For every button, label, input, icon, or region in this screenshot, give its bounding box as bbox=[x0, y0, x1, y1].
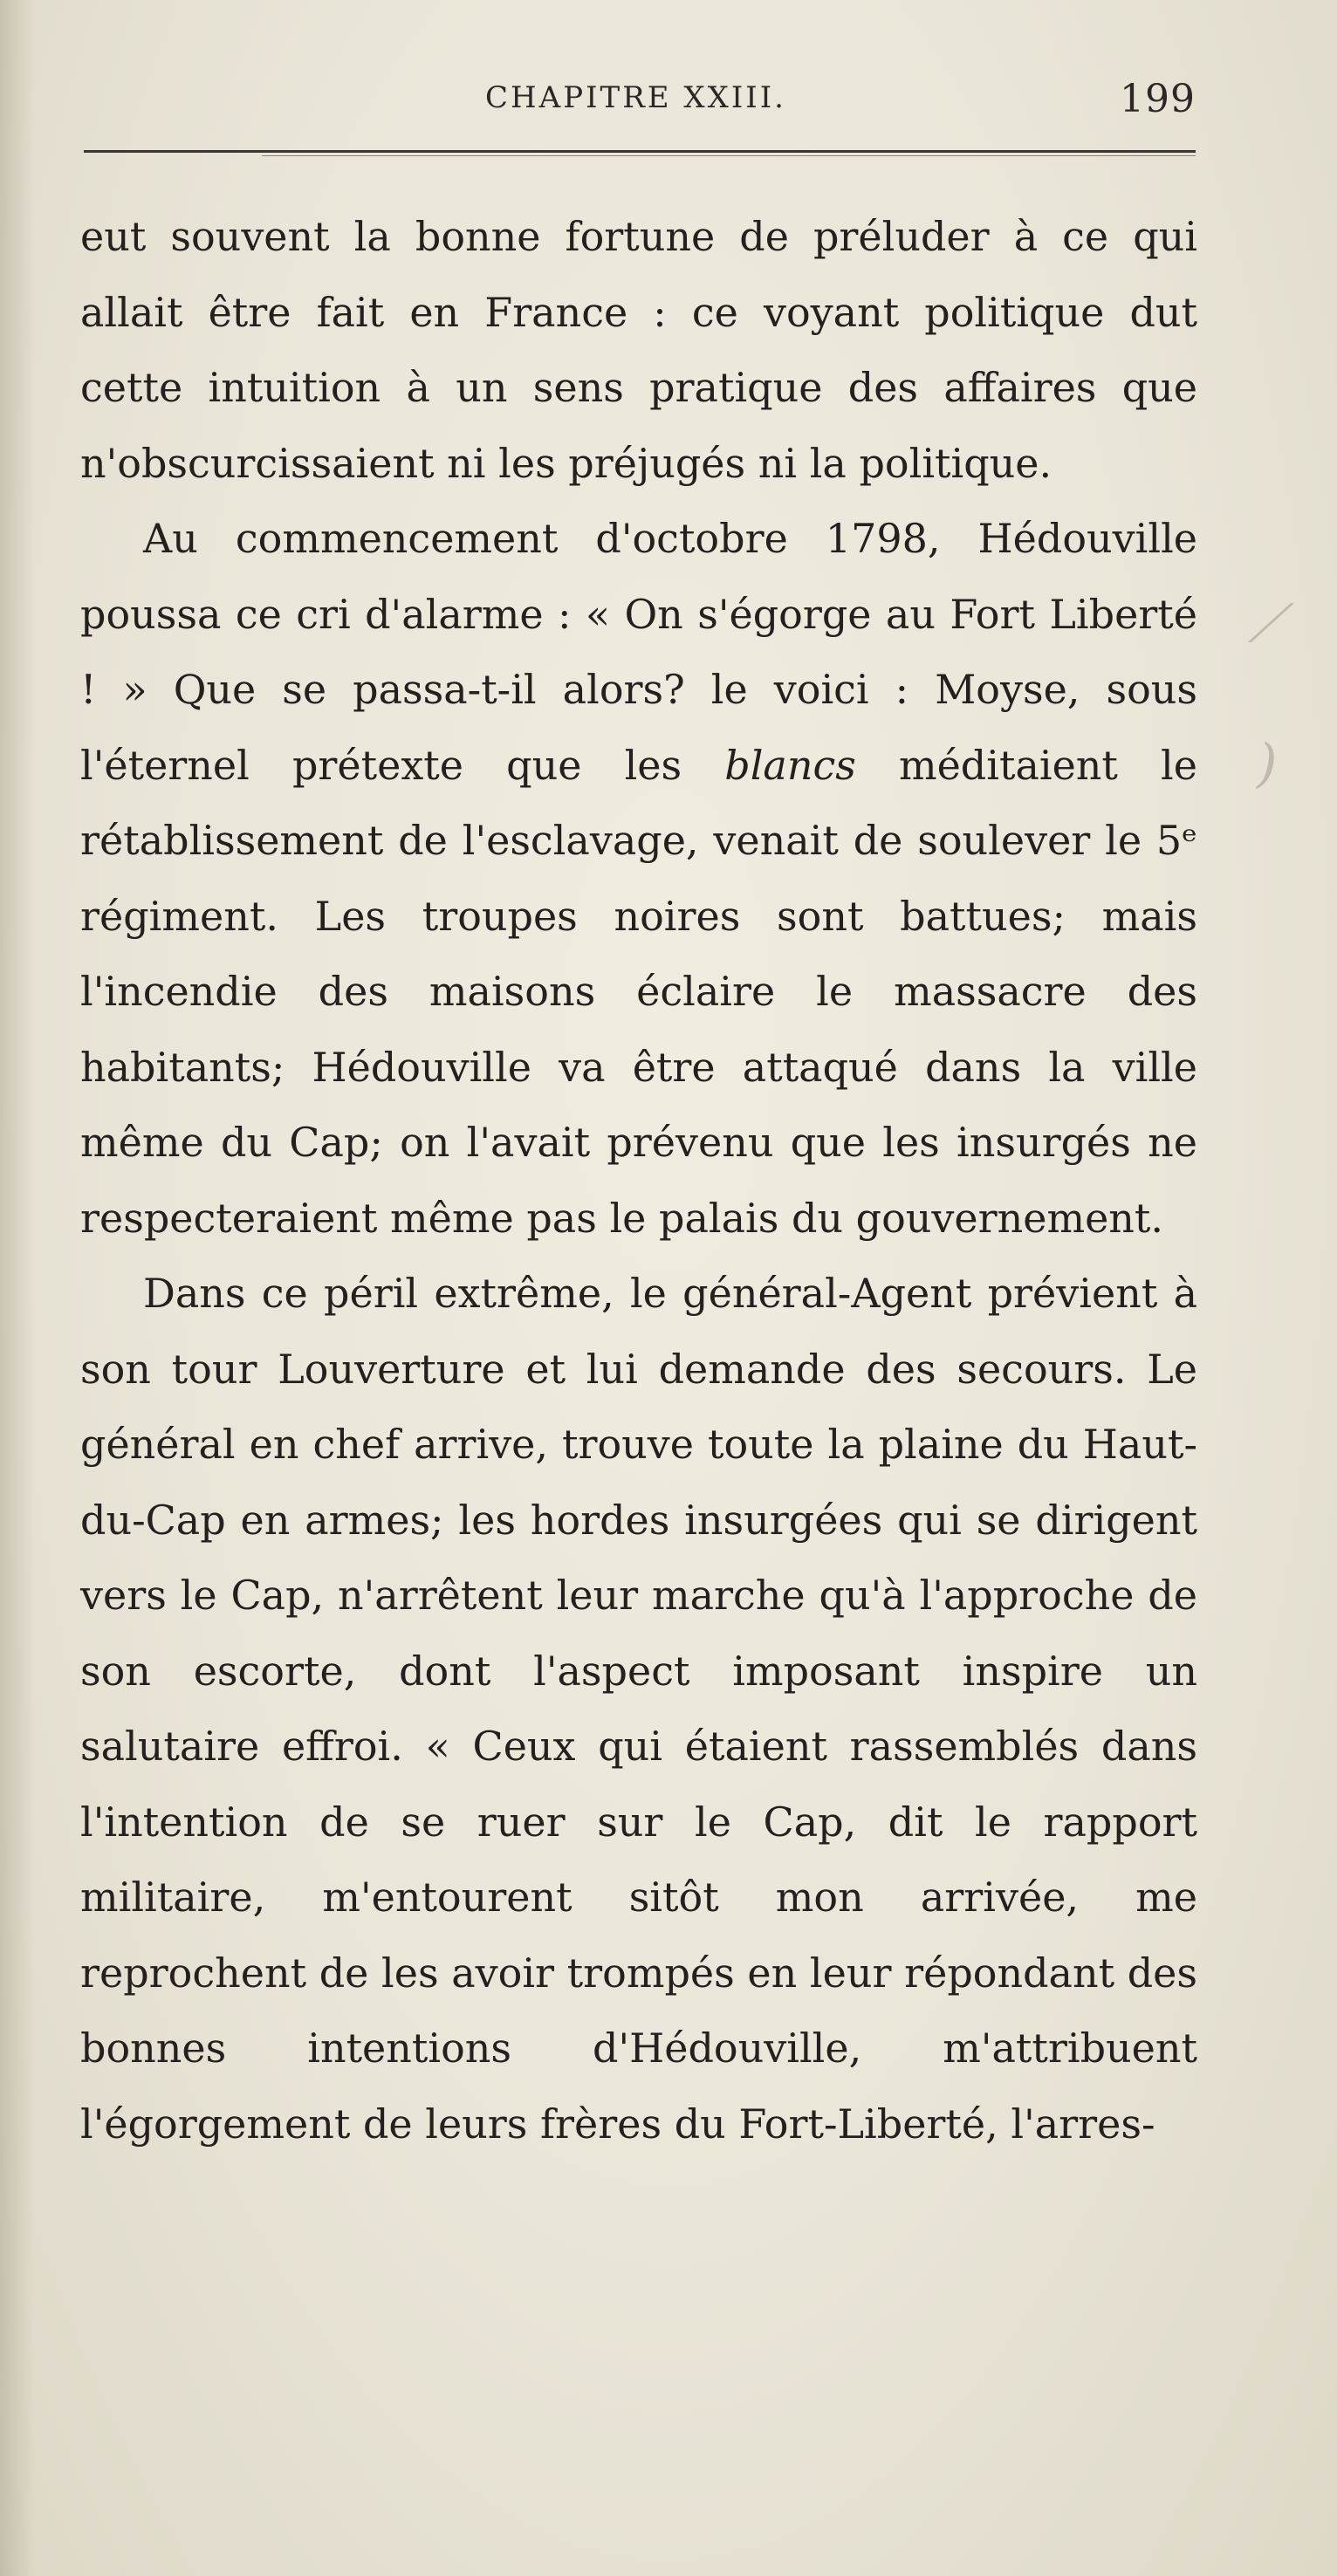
header-rule bbox=[84, 150, 1196, 153]
body-text bbox=[80, 199, 1197, 2162]
paragraph-1: eut souvent la bonne fortune de préluder à ce qui allait être fait en France : ce voyant politique dut cette intuition à un sens pratique des affaires que n'obscurcissaient ni les préjugés ni la politique. bbox=[80, 213, 1197, 487]
margin-annotation-mark-2: ) bbox=[1257, 733, 1278, 794]
running-head: CHAPITRE XXIII. bbox=[485, 80, 786, 115]
spine-shadow bbox=[0, 0, 35, 2576]
paragraph-2-start: Au commencement d'octobre 1798, Hédouville poussa ce cri d'alarme : « On s'égorge au Fort Liberté ! » Que se passa-t-il alors? le voici : Moyse, sous l'éternel prétexte que les bbox=[80, 515, 1197, 789]
paragraph-2 bbox=[80, 501, 1197, 1256]
header-rule-thin bbox=[262, 155, 1196, 156]
italic-word-blancs: blancs bbox=[724, 741, 856, 789]
page-header bbox=[84, 77, 1196, 133]
paragraph-3: Dans ce péril extrême, le général-Agent prévient à son tour Louverture et lui demande des secours. Le général en chef arrive, trouve toute la plaine du Haut-du-Cap en armes; les hordes insurgées qui se dirigent vers le Cap, n'arrêtent leur marche qu'à l'approche de son escorte, dont l'aspect imposant inspire un salutaire effroi. « Ceux qui étaient rassemblés dans l'intention de se ruer sur le Cap, dit le rapport militaire, m'entourent sitôt mon arrivée, me reprochent de les avoir trompés en leur répondant des bonnes intentions d'Hédouville, m'attribuent l'égorgement de leurs frères du Fort-Liberté, l'arres- bbox=[80, 1270, 1197, 2148]
paragraph-2-end: méditaient le rétablissement de l'esclavage, venait de soulever le 5ᵉ régiment. Les troupes noires sont battues; mais l'incendie des maisons éclaire le massacre des habitants; Hédouville va être attaqué dans la ville même du Cap; on l'avait prévenu que les insurgés ne respecteraient même pas le palais du gouvernement. bbox=[80, 741, 1197, 1242]
margin-annotation-mark: ⟋ bbox=[1248, 593, 1285, 654]
page-number: 199 bbox=[1120, 77, 1196, 121]
